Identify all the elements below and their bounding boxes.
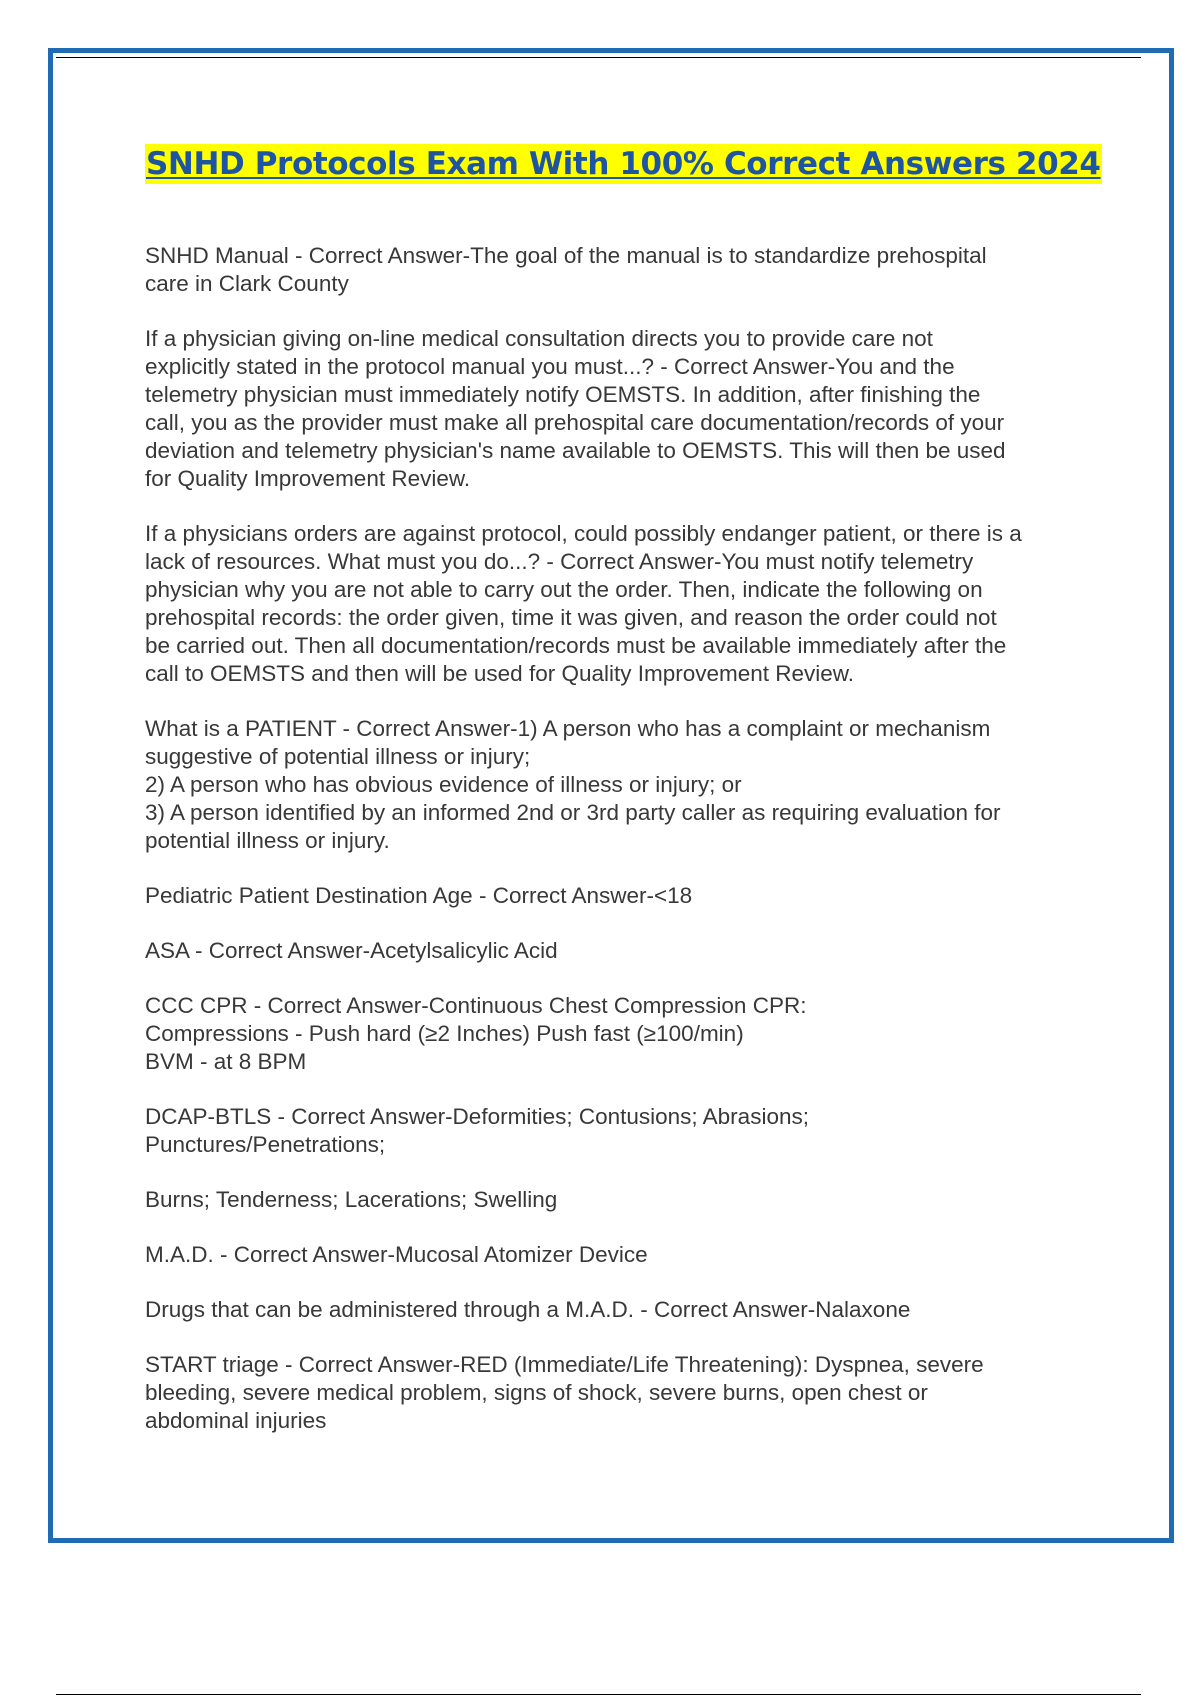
title-block	[145, 144, 1102, 184]
qa-entry-snhd-manual: SNHD Manual - Correct Answer-The goal of the manual is to standardize prehospital care in Clark County	[145, 243, 987, 296]
qa-list	[145, 242, 1095, 1462]
qa-entry-patient-definition: What is a PATIENT - Correct Answer-1) A person who has a complaint or mechanism suggestive of potential illness or injury; 2) A person who has obvious evidence of illness or injury; or 3) A person identified by an informed 2nd or 3rd party caller as requiring evaluation for potential illness or injury.	[145, 716, 1001, 853]
qa-entry-dcap-btls: DCAP-BTLS - Correct Answer-Deformities; Contusions; Abrasions; Punctures/Penetrations;	[145, 1104, 809, 1157]
qa-entry-mad: M.A.D. - Correct Answer-Mucosal Atomizer Device	[145, 1242, 648, 1267]
qa-entry-online-consultation: If a physician giving on-line medical consultation directs you to provide care not explicitly stated in the protocol manual you must...? - Correct Answer-You and the telemetry physician must immediately notify OEMSTS. In addition, after finishing the call, you as the provider must make all prehospital care documentation/records of your deviation and telemetry physician's name available to OEMSTS. This will then be used for Quality Improvement Review.	[145, 326, 1006, 491]
bottom-divider	[56, 1694, 1141, 1695]
qa-entry-pediatric-age: Pediatric Patient Destination Age - Correct Answer-<18	[145, 883, 693, 908]
qa-entry-ccc-cpr: CCC CPR - Correct Answer-Continuous Chest Compression CPR: Compressions - Push hard (≥2 Inches) Push fast (≥100/min) BVM - at 8 BPM	[145, 993, 807, 1074]
qa-entry-orders-against-protocol: If a physicians orders are against protocol, could possibly endanger patient, or there is a lack of resources. What must you do...? - Correct Answer-You must notify telemetry physician why you are not able to carry out the order. Then, indicate the following on prehospital records: the order given, time it was given, and reason the order could not be carried out. Then all documentation/records must be available immediately after the call to OEMSTS and then will be used for Quality Improvement Review.	[145, 521, 1022, 686]
qa-entry-start-triage: START triage - Correct Answer-RED (Immediate/Life Threatening): Dyspnea, severe bleeding, severe medical problem, signs of shock, severe burns, open chest or abdominal injuries	[145, 1352, 984, 1433]
qa-entry-dcap-btls-continued: Burns; Tenderness; Lacerations; Swelling	[145, 1187, 558, 1212]
qa-entry-asa: ASA - Correct Answer-Acetylsalicylic Acid	[145, 938, 558, 963]
qa-entry-mad-drugs: Drugs that can be administered through a M.A.D. - Correct Answer-Nalaxone	[145, 1297, 911, 1322]
document-title: SNHD Protocols Exam With 100% Correct Answers 2024	[146, 146, 1101, 182]
